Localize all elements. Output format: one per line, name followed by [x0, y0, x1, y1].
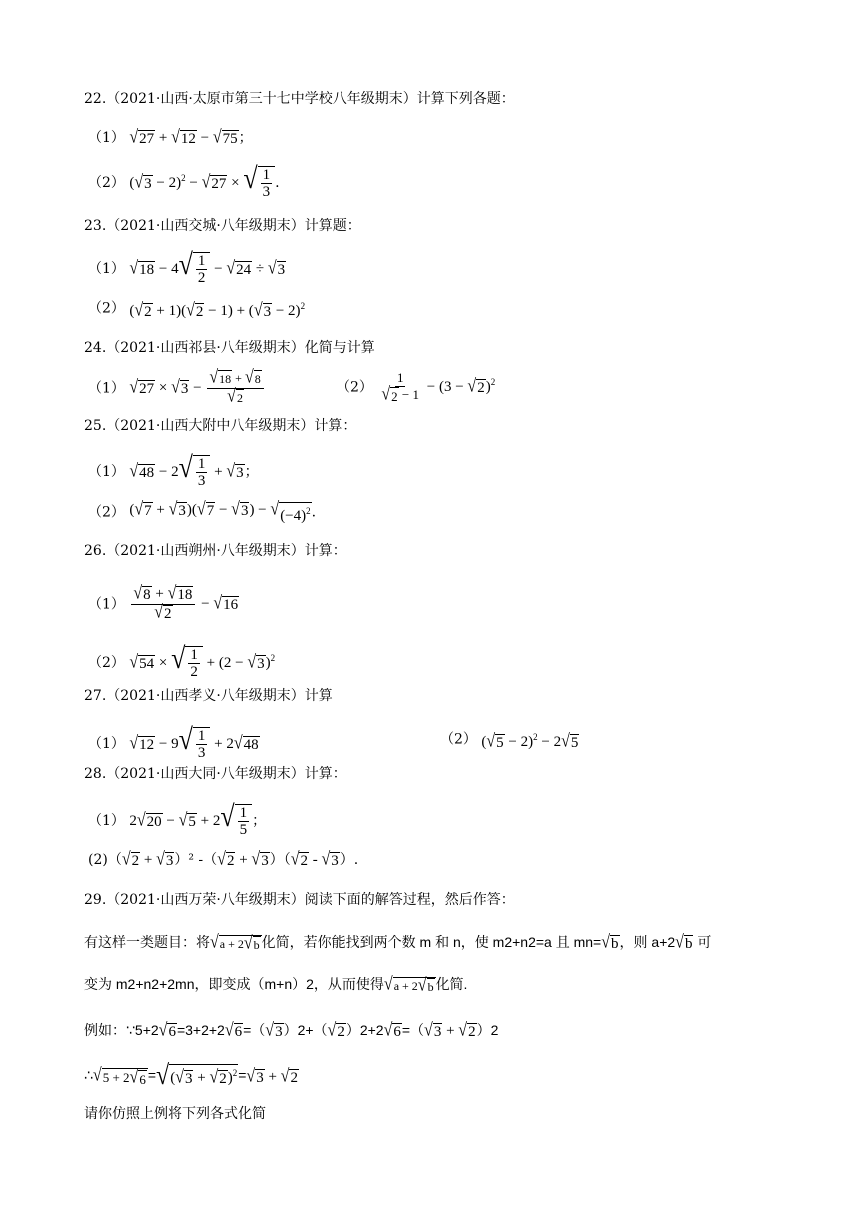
q24-part2 — [336, 370, 495, 405]
part-label: （2） — [336, 379, 373, 396]
part-label: （1） — [88, 596, 125, 613]
q22-p1-expr: √ 27 + √ 12 − √ 75 — [129, 127, 238, 148]
q22-heading: 22.（2021·山西·太原市第三十七中学校八年级期末）计算下列各题： — [84, 91, 515, 107]
q26-p1-expr: √ 8 + √ 18 √ 2 − √ 16 — [133, 583, 239, 623]
part-label: （2） — [88, 655, 125, 671]
q24-p1-expr: √ 27 × √ 3 − √ 18 + √ 8 √ 2 — [129, 370, 265, 407]
part-label: （1） — [88, 464, 125, 480]
q25-p2-expr: ( √ 7 + √ 3 )( √ 7 − √ 3 ) − √ $(-4)^2$ — [129, 499, 311, 524]
q28-heading: 28.（2021·山西大同·八年级期末）计算： — [84, 766, 347, 782]
q23-p1-expr: √ 18 − 4 √ $\frac{1}{2}$ − √ 24 ÷ √ 3 — [129, 247, 286, 286]
q26-part2 — [88, 641, 276, 680]
q22-p2-expr: ( √ 3 − 2)$^2$ − √ 27 × √ $\frac{1}{3}$ — [129, 166, 275, 200]
part-label: （2） — [440, 731, 477, 748]
part-label: （1） — [88, 380, 125, 397]
q27-part2 — [440, 727, 579, 752]
q23-part1 — [88, 247, 286, 286]
part-label: （1） — [88, 813, 125, 829]
q29-line5: 请你仿照上例将下列各式化简 — [84, 1105, 266, 1121]
q29-line4: ∴ √ 5 + 2 √ 6 = √ ( √ 3 + √ 2 )$^2$ = √ 3 + √ 2 — [84, 1061, 298, 1091]
part-label: （2） — [88, 300, 125, 317]
q24-part1 — [88, 367, 266, 407]
part-label: （2） — [88, 504, 125, 521]
q25-part2: （2） ( √ 7 + √ 3 )( √ 7 − √ 3 ) − √ $(-4)^2$ . — [88, 499, 317, 524]
q29-line2: 变为 m2+n2+2mn，即变成（m+n）2，从而使得 √ a + 2 √ b 化简. — [84, 974, 468, 995]
q25-heading: 25.（2021·山西大附中八年级期末）计算： — [84, 418, 357, 434]
q22-part2: （2） ( √ 3 − 2)$^2$ − √ 27 × √ $\frac{1}{3}$ . — [88, 161, 280, 200]
q28-p1-expr: 2 √ 20 − √ 5 + 2 √ $\frac{1}{5}$ — [129, 804, 252, 838]
q25-part1: （1） √ 48 − 2 √ $\frac{1}{3}$ + √ 3 ； — [88, 450, 259, 489]
q24-heading: 24.（2021·山西祁县·八年级期末）化简与计算 — [84, 340, 375, 356]
part-label: （1） — [88, 130, 125, 146]
q27-part1 — [88, 722, 260, 761]
q22-part1: （1） √ 27 + √ 12 − √ 75 ； — [88, 127, 253, 148]
q23-part2 — [88, 296, 305, 321]
q23-p2-expr: ( √ 2 + 1)( √ 2 − 1) + ( √ 3 − 2)$^2$ — [129, 300, 306, 321]
part-label: （2） — [88, 175, 125, 191]
q27-heading: 27.（2021·山西孝义·八年级期末）计算 — [84, 688, 333, 704]
q28-part2: (2)（ √ 2 + √ 3 ）² -（ √ 2 + √ 3 ）（ √ 2 - √ 3 ）. — [88, 849, 359, 870]
q29-heading: 29.（2021·山西万荣·八年级期末）阅读下面的解答过程，然后作答： — [84, 892, 515, 908]
q27-p1-expr: √ 12 − 9 √ $\frac{1}{3}$ + 2 √ 48 — [129, 722, 259, 761]
part-label: （1） — [88, 261, 125, 277]
q29-line3: 例如：∵5+2 √ 6 =3+2+2 √ 6 =（ √ 3 ）2+（ √ 2 ）2+2 √ 6 =（ √ 3 + √ 2 ）2 — [84, 1020, 499, 1041]
q26-part1 — [88, 583, 239, 623]
q25-p1-expr: √ 48 − 2 √ $\frac{1}{3}$ + √ 3 — [129, 450, 244, 489]
q26-heading: 26.（2021·山西朔州·八年级期末）计算： — [84, 543, 347, 559]
q26-p2-expr: √ 54 × √ $\frac{1}{2}$ + (2 − √ 3 )$^2$ — [129, 641, 276, 680]
q27-p2-expr: ( √ 5 − 2)$^2$ − 2 √ 5 — [481, 731, 579, 752]
q24-p2-expr: 1 √ 2 − 1 − (3 − √ 2 )$^2$ — [381, 370, 496, 405]
part-label: （1） — [88, 736, 125, 752]
q23-heading: 23.（2021·山西交城·八年级期末）计算题： — [84, 218, 361, 234]
q28-part1: （1） 2 √ 20 − √ 5 + 2 √ $\frac{1}{5}$ ； — [88, 799, 267, 838]
q29-line1: 有这样一类题目：将 √ a + 2 √ b 化简，若你能找到两个数 m 和 n，使 m2+n2=a 且 mn= √ b ，则 a+2 √ b 可 — [84, 932, 712, 953]
